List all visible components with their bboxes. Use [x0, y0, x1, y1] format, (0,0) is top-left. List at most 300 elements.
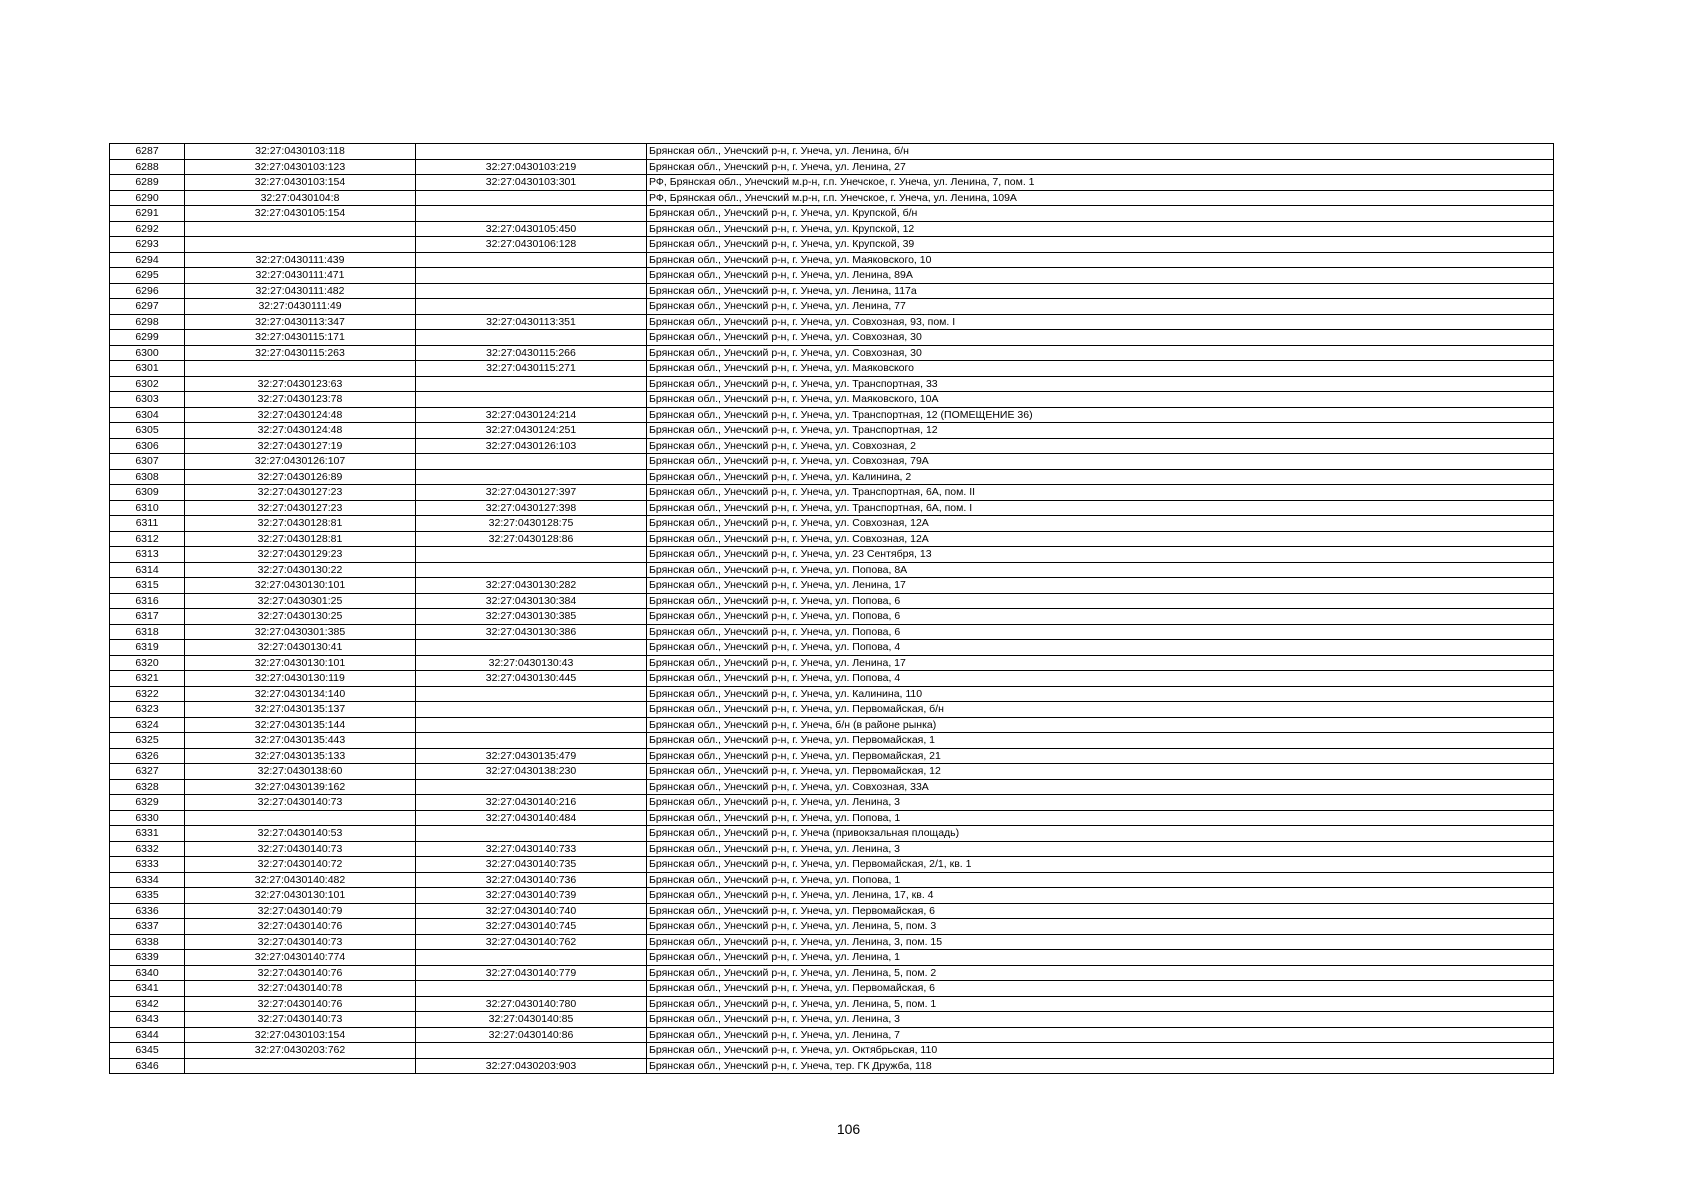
row-number-cell: 6324 — [110, 717, 185, 733]
address-cell: Брянская обл., Унечский р-н, г. Унеча, ул. Ленина, 3 — [647, 1012, 1554, 1028]
related-cadastral-number-cell — [416, 330, 647, 346]
table-row — [110, 407, 1554, 423]
table-row — [110, 686, 1554, 702]
row-number-cell: 6297 — [110, 299, 185, 315]
related-cadastral-number-cell — [416, 252, 647, 268]
table-row — [110, 655, 1554, 671]
row-number-cell: 6294 — [110, 252, 185, 268]
related-cadastral-number-cell: 32:27:0430103:219 — [416, 159, 647, 175]
cadastral-number-cell: 32:27:0430113:347 — [185, 314, 416, 330]
row-number-cell: 6315 — [110, 578, 185, 594]
table-row — [110, 237, 1554, 253]
table-row — [110, 252, 1554, 268]
cadastral-number-cell: 32:27:0430123:63 — [185, 376, 416, 392]
table-row — [110, 345, 1554, 361]
related-cadastral-number-cell: 32:27:0430130:445 — [416, 671, 647, 687]
address-cell: Брянская обл., Унечский р-н, г. Унеча, ул. Ленина, б/н — [647, 144, 1554, 160]
related-cadastral-number-cell: 32:27:0430105:450 — [416, 221, 647, 237]
cadastral-number-cell: 32:27:0430134:140 — [185, 686, 416, 702]
cadastral-number-cell: 32:27:0430115:263 — [185, 345, 416, 361]
related-cadastral-number-cell: 32:27:0430140:484 — [416, 810, 647, 826]
related-cadastral-number-cell: 32:27:0430124:251 — [416, 423, 647, 439]
row-number-cell: 6323 — [110, 702, 185, 718]
address-cell: Брянская обл., Унечский р-н, г. Унеча, ул. Крупской, 39 — [647, 237, 1554, 253]
address-cell: Брянская обл., Унечский р-н, г. Унеча, ул. Маяковского, 10 — [647, 252, 1554, 268]
address-cell: Брянская обл., Унечский р-н, г. Унеча, ул. Первомайская, 2/1, кв. 1 — [647, 857, 1554, 873]
row-number-cell: 6293 — [110, 237, 185, 253]
related-cadastral-number-cell: 32:27:0430140:85 — [416, 1012, 647, 1028]
table-row — [110, 392, 1554, 408]
address-cell: Брянская обл., Унечский р-н, г. Унеча, ул. Ленина, 17 — [647, 655, 1554, 671]
address-cell: Брянская обл., Унечский р-н, г. Унеча, ул. Попова, 6 — [647, 593, 1554, 609]
table-row — [110, 888, 1554, 904]
table-row — [110, 671, 1554, 687]
row-number-cell: 6330 — [110, 810, 185, 826]
cadastral-number-cell: 32:27:0430140:78 — [185, 981, 416, 997]
address-cell: Брянская обл., Унечский р-н, г. Унеча, ул. Транспортная, 12 (ПОМЕЩЕНИЕ 36) — [647, 407, 1554, 423]
row-number-cell: 6304 — [110, 407, 185, 423]
cadastral-number-cell: 32:27:0430135:144 — [185, 717, 416, 733]
table-row — [110, 903, 1554, 919]
related-cadastral-number-cell — [416, 686, 647, 702]
related-cadastral-number-cell: 32:27:0430106:128 — [416, 237, 647, 253]
related-cadastral-number-cell — [416, 190, 647, 206]
related-cadastral-number-cell: 32:27:0430115:271 — [416, 361, 647, 377]
address-cell: Брянская обл., Унечский р-н, г. Унеча, ул. Совхозная, 33А — [647, 779, 1554, 795]
table-row — [110, 376, 1554, 392]
table-row — [110, 469, 1554, 485]
related-cadastral-number-cell — [416, 454, 647, 470]
cadastral-number-cell: 32:27:0430115:171 — [185, 330, 416, 346]
cadastral-number-cell: 32:27:0430123:78 — [185, 392, 416, 408]
cadastral-number-cell: 32:27:0430128:81 — [185, 531, 416, 547]
row-number-cell: 6328 — [110, 779, 185, 795]
related-cadastral-number-cell — [416, 950, 647, 966]
address-cell: Брянская обл., Унечский р-н, г. Унеча, ул. Транспортная, 33 — [647, 376, 1554, 392]
address-cell: Брянская обл., Унечский р-н, г. Унеча, ул. Попова, 8А — [647, 562, 1554, 578]
cadastral-number-cell: 32:27:0430111:482 — [185, 283, 416, 299]
row-number-cell: 6318 — [110, 624, 185, 640]
table-row — [110, 175, 1554, 191]
related-cadastral-number-cell — [416, 733, 647, 749]
cadastral-number-cell: 32:27:0430140:73 — [185, 795, 416, 811]
cadastral-number-cell: 32:27:0430203:762 — [185, 1043, 416, 1059]
row-number-cell: 6308 — [110, 469, 185, 485]
row-number-cell: 6321 — [110, 671, 185, 687]
table-row — [110, 717, 1554, 733]
related-cadastral-number-cell — [416, 547, 647, 563]
cadastral-number-cell: 32:27:0430135:137 — [185, 702, 416, 718]
row-number-cell: 6299 — [110, 330, 185, 346]
table-row — [110, 423, 1554, 439]
cadastral-number-cell: 32:27:0430138:60 — [185, 764, 416, 780]
address-cell: Брянская обл., Унечский р-н, г. Унеча, ул. Совхозная, 30 — [647, 345, 1554, 361]
address-cell: Брянская обл., Унечский р-н, г. Унеча, ул. Ленина, 1 — [647, 950, 1554, 966]
cadastral-number-cell: 32:27:0430135:443 — [185, 733, 416, 749]
address-cell: Брянская обл., Унечский р-н, г. Унеча, ул. Калинина, 110 — [647, 686, 1554, 702]
row-number-cell: 6345 — [110, 1043, 185, 1059]
table-row — [110, 872, 1554, 888]
related-cadastral-number-cell: 32:27:0430135:479 — [416, 748, 647, 764]
cadastral-number-cell: 32:27:0430127:19 — [185, 438, 416, 454]
row-number-cell: 6320 — [110, 655, 185, 671]
related-cadastral-number-cell: 32:27:0430140:733 — [416, 841, 647, 857]
cadastral-number-cell: 32:27:0430104:8 — [185, 190, 416, 206]
related-cadastral-number-cell: 32:27:0430140:86 — [416, 1027, 647, 1043]
address-cell: Брянская обл., Унечский р-н, г. Унеча, ул. Ленина, 89А — [647, 268, 1554, 284]
address-cell: Брянская обл., Унечский р-н, г. Унеча (привокзальная площадь) — [647, 826, 1554, 842]
row-number-cell: 6326 — [110, 748, 185, 764]
row-number-cell: 6312 — [110, 531, 185, 547]
related-cadastral-number-cell: 32:27:0430103:301 — [416, 175, 647, 191]
row-number-cell: 6329 — [110, 795, 185, 811]
table-row — [110, 314, 1554, 330]
related-cadastral-number-cell — [416, 717, 647, 733]
row-number-cell: 6298 — [110, 314, 185, 330]
table-row — [110, 547, 1554, 563]
address-cell: Брянская обл., Унечский р-н, г. Унеча, ул. Ленина, 3 — [647, 795, 1554, 811]
cadastral-number-cell: 32:27:0430130:119 — [185, 671, 416, 687]
table-row — [110, 500, 1554, 516]
cadastral-number-cell: 32:27:0430111:439 — [185, 252, 416, 268]
table-row — [110, 562, 1554, 578]
address-cell: Брянская обл., Унечский р-н, г. Унеча, ул. Попова, 4 — [647, 671, 1554, 687]
address-cell: Брянская обл., Унечский р-н, г. Унеча, ул. Ленина, 27 — [647, 159, 1554, 175]
cadastral-number-cell — [185, 1058, 416, 1074]
address-cell: Брянская обл., Унечский р-н, г. Унеча, ул. Калинина, 2 — [647, 469, 1554, 485]
address-cell: Брянская обл., Унечский р-н, г. Унеча, тер. ГК Дружба, 118 — [647, 1058, 1554, 1074]
cadastral-number-cell: 32:27:0430103:154 — [185, 175, 416, 191]
row-number-cell: 6337 — [110, 919, 185, 935]
cadastral-number-cell: 32:27:0430127:23 — [185, 500, 416, 516]
related-cadastral-number-cell — [416, 469, 647, 485]
cadastral-number-cell — [185, 237, 416, 253]
related-cadastral-number-cell — [416, 376, 647, 392]
table-row — [110, 609, 1554, 625]
row-number-cell: 6339 — [110, 950, 185, 966]
related-cadastral-number-cell — [416, 826, 647, 842]
cadastral-number-cell: 32:27:0430139:162 — [185, 779, 416, 795]
row-number-cell: 6334 — [110, 872, 185, 888]
related-cadastral-number-cell: 32:27:0430130:385 — [416, 609, 647, 625]
row-number-cell: 6301 — [110, 361, 185, 377]
cadastral-number-cell: 32:27:0430103:123 — [185, 159, 416, 175]
related-cadastral-number-cell: 32:27:0430128:86 — [416, 531, 647, 547]
cadastral-number-cell: 32:27:0430130:22 — [185, 562, 416, 578]
table-row — [110, 330, 1554, 346]
row-number-cell: 6292 — [110, 221, 185, 237]
row-number-cell: 6313 — [110, 547, 185, 563]
cadastral-number-cell: 32:27:0430111:49 — [185, 299, 416, 315]
row-number-cell: 6295 — [110, 268, 185, 284]
address-cell: Брянская обл., Унечский р-н, г. Унеча, ул. Ленина, 5, пом. 3 — [647, 919, 1554, 935]
row-number-cell: 6303 — [110, 392, 185, 408]
cadastral-number-cell — [185, 361, 416, 377]
row-number-cell: 6316 — [110, 593, 185, 609]
row-number-cell: 6338 — [110, 934, 185, 950]
table-row — [110, 593, 1554, 609]
table-row — [110, 438, 1554, 454]
address-cell: Брянская обл., Унечский р-н, г. Унеча, ул. Попова, 6 — [647, 624, 1554, 640]
address-cell: Брянская обл., Унечский р-н, г. Унеча, ул. Транспортная, 6А, пом. II — [647, 485, 1554, 501]
address-cell: Брянская обл., Унечский р-н, г. Унеча, ул. Ленина, 3, пом. 15 — [647, 934, 1554, 950]
table-row — [110, 779, 1554, 795]
related-cadastral-number-cell: 32:27:0430140:740 — [416, 903, 647, 919]
table-row — [110, 857, 1554, 873]
table-row — [110, 299, 1554, 315]
related-cadastral-number-cell: 32:27:0430140:216 — [416, 795, 647, 811]
related-cadastral-number-cell — [416, 779, 647, 795]
cadastral-number-cell: 32:27:0430128:81 — [185, 516, 416, 532]
address-cell: Брянская обл., Унечский р-н, г. Унеча, ул. Первомайская, 12 — [647, 764, 1554, 780]
related-cadastral-number-cell: 32:27:0430115:266 — [416, 345, 647, 361]
table-row — [110, 206, 1554, 222]
cadastral-number-cell: 32:27:0430140:482 — [185, 872, 416, 888]
cadastral-number-cell — [185, 810, 416, 826]
related-cadastral-number-cell: 32:27:0430140:739 — [416, 888, 647, 904]
related-cadastral-number-cell: 32:27:0430130:43 — [416, 655, 647, 671]
table-body — [110, 144, 1554, 1074]
related-cadastral-number-cell — [416, 392, 647, 408]
row-number-cell: 6335 — [110, 888, 185, 904]
table-row — [110, 826, 1554, 842]
row-number-cell: 6311 — [110, 516, 185, 532]
related-cadastral-number-cell: 32:27:0430128:75 — [416, 516, 647, 532]
row-number-cell: 6343 — [110, 1012, 185, 1028]
table-row — [110, 361, 1554, 377]
address-cell: Брянская обл., Унечский р-н, г. Унеча, ул. Крупской, б/н — [647, 206, 1554, 222]
cadastral-number-cell: 32:27:0430127:23 — [185, 485, 416, 501]
related-cadastral-number-cell: 32:27:0430130:384 — [416, 593, 647, 609]
page-number: 106 — [836, 1121, 861, 1137]
cadastral-number-cell: 32:27:0430103:118 — [185, 144, 416, 160]
address-cell: Брянская обл., Унечский р-н, г. Унеча, ул. Совхозная, 30 — [647, 330, 1554, 346]
row-number-cell: 6310 — [110, 500, 185, 516]
cadastral-number-cell: 32:27:0430130:101 — [185, 578, 416, 594]
address-cell: Брянская обл., Унечский р-н, г. Унеча, б/н (в районе рынка) — [647, 717, 1554, 733]
row-number-cell: 6332 — [110, 841, 185, 857]
address-cell: Брянская обл., Унечский р-н, г. Унеча, ул. Совхозная, 79А — [647, 454, 1554, 470]
row-number-cell: 6346 — [110, 1058, 185, 1074]
address-cell: Брянская обл., Унечский р-н, г. Унеча, ул. Ленина, 5, пом. 2 — [647, 965, 1554, 981]
row-number-cell: 6344 — [110, 1027, 185, 1043]
address-cell: Брянская обл., Унечский р-н, г. Унеча, ул. Октябрьская, 110 — [647, 1043, 1554, 1059]
address-cell: Брянская обл., Унечский р-н, г. Унеча, ул. Ленина, 7 — [647, 1027, 1554, 1043]
row-number-cell: 6289 — [110, 175, 185, 191]
table-row — [110, 996, 1554, 1012]
related-cadastral-number-cell — [416, 268, 647, 284]
related-cadastral-number-cell: 32:27:0430140:736 — [416, 872, 647, 888]
address-cell: Брянская обл., Унечский р-н, г. Унеча, ул. Первомайская, 21 — [647, 748, 1554, 764]
address-cell: Брянская обл., Унечский р-н, г. Унеча, ул. Попова, 1 — [647, 872, 1554, 888]
table-row — [110, 764, 1554, 780]
row-number-cell: 6290 — [110, 190, 185, 206]
cadastral-number-cell — [185, 221, 416, 237]
related-cadastral-number-cell: 32:27:0430127:397 — [416, 485, 647, 501]
table-row — [110, 981, 1554, 997]
table-row — [110, 1043, 1554, 1059]
table-row — [110, 795, 1554, 811]
cadastral-number-cell: 32:27:0430140:79 — [185, 903, 416, 919]
related-cadastral-number-cell: 32:27:0430113:351 — [416, 314, 647, 330]
address-cell: Брянская обл., Унечский р-н, г. Унеча, ул. Первомайская, 6 — [647, 981, 1554, 997]
related-cadastral-number-cell — [416, 283, 647, 299]
table-row — [110, 1058, 1554, 1074]
address-cell: Брянская обл., Унечский р-н, г. Унеча, ул. Ленина, 17 — [647, 578, 1554, 594]
row-number-cell: 6342 — [110, 996, 185, 1012]
related-cadastral-number-cell: 32:27:0430140:735 — [416, 857, 647, 873]
address-cell: Брянская обл., Унечский р-н, г. Унеча, ул. Первомайская, б/н — [647, 702, 1554, 718]
cadastral-number-cell: 32:27:0430126:89 — [185, 469, 416, 485]
related-cadastral-number-cell — [416, 702, 647, 718]
row-number-cell: 6309 — [110, 485, 185, 501]
related-cadastral-number-cell: 32:27:0430140:780 — [416, 996, 647, 1012]
cadastral-table — [109, 143, 1554, 1074]
related-cadastral-number-cell: 32:27:0430140:745 — [416, 919, 647, 935]
cadastral-number-cell: 32:27:0430140:73 — [185, 841, 416, 857]
cadastral-number-cell: 32:27:0430124:48 — [185, 407, 416, 423]
address-cell: Брянская обл., Унечский р-н, г. Унеча, ул. Совхозная, 12А — [647, 516, 1554, 532]
cadastral-number-cell: 32:27:0430126:107 — [185, 454, 416, 470]
row-number-cell: 6300 — [110, 345, 185, 361]
cadastral-number-cell: 32:27:0430301:25 — [185, 593, 416, 609]
row-number-cell: 6341 — [110, 981, 185, 997]
related-cadastral-number-cell — [416, 640, 647, 656]
cadastral-number-cell: 32:27:0430140:76 — [185, 965, 416, 981]
cadastral-number-cell: 32:27:0430105:154 — [185, 206, 416, 222]
table-row — [110, 733, 1554, 749]
row-number-cell: 6296 — [110, 283, 185, 299]
address-cell: Брянская обл., Унечский р-н, г. Унеча, ул. Совхозная, 93, пом. I — [647, 314, 1554, 330]
address-cell: Брянская обл., Унечский р-н, г. Унеча, ул. Совхозная, 12А — [647, 531, 1554, 547]
related-cadastral-number-cell: 32:27:0430140:779 — [416, 965, 647, 981]
cadastral-number-cell: 32:27:0430130:25 — [185, 609, 416, 625]
related-cadastral-number-cell — [416, 562, 647, 578]
related-cadastral-number-cell: 32:27:0430130:386 — [416, 624, 647, 640]
row-number-cell: 6288 — [110, 159, 185, 175]
row-number-cell: 6331 — [110, 826, 185, 842]
row-number-cell: 6305 — [110, 423, 185, 439]
cadastral-number-cell: 32:27:0430140:76 — [185, 919, 416, 935]
address-cell: Брянская обл., Унечский р-н, г. Унеча, ул. Попова, 6 — [647, 609, 1554, 625]
table-row — [110, 1012, 1554, 1028]
address-cell: Брянская обл., Унечский р-н, г. Унеча, ул. Маяковского, 10А — [647, 392, 1554, 408]
row-number-cell: 6325 — [110, 733, 185, 749]
cadastral-number-cell: 32:27:0430140:53 — [185, 826, 416, 842]
cadastral-number-cell: 32:27:0430301:385 — [185, 624, 416, 640]
cadastral-number-cell: 32:27:0430140:73 — [185, 1012, 416, 1028]
row-number-cell: 6333 — [110, 857, 185, 873]
table-row — [110, 268, 1554, 284]
row-number-cell: 6307 — [110, 454, 185, 470]
table-row — [110, 221, 1554, 237]
table-row — [110, 144, 1554, 160]
address-cell: Брянская обл., Унечский р-н, г. Унеча, ул. Маяковского — [647, 361, 1554, 377]
address-cell: Брянская обл., Унечский р-н, г. Унеча, ул. Транспортная, 12 — [647, 423, 1554, 439]
address-cell: Брянская обл., Унечский р-н, г. Унеча, ул. Первомайская, 6 — [647, 903, 1554, 919]
address-cell: Брянская обл., Унечский р-н, г. Унеча, ул. Ленина, 3 — [647, 841, 1554, 857]
cadastral-number-cell: 32:27:0430130:101 — [185, 655, 416, 671]
table-row — [110, 454, 1554, 470]
cadastral-number-cell: 32:27:0430124:48 — [185, 423, 416, 439]
row-number-cell: 6314 — [110, 562, 185, 578]
cadastral-number-cell: 32:27:0430140:73 — [185, 934, 416, 950]
address-cell: Брянская обл., Унечский р-н, г. Унеча, ул. Ленина, 17, кв. 4 — [647, 888, 1554, 904]
address-cell: Брянская обл., Унечский р-н, г. Унеча, ул. Попова, 1 — [647, 810, 1554, 826]
related-cadastral-number-cell: 32:27:0430203:903 — [416, 1058, 647, 1074]
related-cadastral-number-cell: 32:27:0430127:398 — [416, 500, 647, 516]
cadastral-number-cell: 32:27:0430111:471 — [185, 268, 416, 284]
address-cell: Брянская обл., Унечский р-н, г. Унеча, ул. Попова, 4 — [647, 640, 1554, 656]
address-cell: Брянская обл., Унечский р-н, г. Унеча, ул. Совхозная, 2 — [647, 438, 1554, 454]
table-row — [110, 485, 1554, 501]
table-row — [110, 578, 1554, 594]
row-number-cell: 6287 — [110, 144, 185, 160]
row-number-cell: 6340 — [110, 965, 185, 981]
row-number-cell: 6319 — [110, 640, 185, 656]
row-number-cell: 6327 — [110, 764, 185, 780]
related-cadastral-number-cell: 32:27:0430140:762 — [416, 934, 647, 950]
cadastral-number-cell: 32:27:0430129:23 — [185, 547, 416, 563]
cadastral-number-cell: 32:27:0430140:76 — [185, 996, 416, 1012]
table-row — [110, 702, 1554, 718]
cadastral-number-cell: 32:27:0430135:133 — [185, 748, 416, 764]
address-cell: Брянская обл., Унечский р-н, г. Унеча, ул. Транспортная, 6А, пом. I — [647, 500, 1554, 516]
address-cell: Брянская обл., Унечский р-н, г. Унеча, ул. Ленина, 77 — [647, 299, 1554, 315]
row-number-cell: 6306 — [110, 438, 185, 454]
related-cadastral-number-cell — [416, 206, 647, 222]
address-cell: РФ, Брянская обл., Унечский м.р-н, г.п. Унечское, г. Унеча, ул. Ленина, 109А — [647, 190, 1554, 206]
table-row — [110, 624, 1554, 640]
row-number-cell: 6291 — [110, 206, 185, 222]
related-cadastral-number-cell: 32:27:0430138:230 — [416, 764, 647, 780]
table-row — [110, 965, 1554, 981]
address-cell: Брянская обл., Унечский р-н, г. Унеча, ул. Первомайская, 1 — [647, 733, 1554, 749]
address-cell: Брянская обл., Унечский р-н, г. Унеча, ул. 23 Сентября, 13 — [647, 547, 1554, 563]
table-row — [110, 810, 1554, 826]
cadastral-number-cell: 32:27:0430140:774 — [185, 950, 416, 966]
related-cadastral-number-cell — [416, 299, 647, 315]
address-cell: Брянская обл., Унечский р-н, г. Унеча, ул. Крупской, 12 — [647, 221, 1554, 237]
row-number-cell: 6317 — [110, 609, 185, 625]
table-row — [110, 640, 1554, 656]
row-number-cell: 6322 — [110, 686, 185, 702]
table-row — [110, 283, 1554, 299]
row-number-cell: 6302 — [110, 376, 185, 392]
table-row — [110, 516, 1554, 532]
address-cell: Брянская обл., Унечский р-н, г. Унеча, ул. Ленина, 117а — [647, 283, 1554, 299]
table-row — [110, 919, 1554, 935]
table-row — [110, 190, 1554, 206]
table-row — [110, 950, 1554, 966]
cadastral-number-cell: 32:27:0430140:72 — [185, 857, 416, 873]
table-row — [110, 159, 1554, 175]
related-cadastral-number-cell: 32:27:0430126:103 — [416, 438, 647, 454]
related-cadastral-number-cell — [416, 144, 647, 160]
related-cadastral-number-cell: 32:27:0430124:214 — [416, 407, 647, 423]
related-cadastral-number-cell — [416, 981, 647, 997]
address-cell: Брянская обл., Унечский р-н, г. Унеча, ул. Ленина, 5, пом. 1 — [647, 996, 1554, 1012]
row-number-cell: 6336 — [110, 903, 185, 919]
address-cell: РФ, Брянская обл., Унечский м.р-н, г.п. Унечское, г. Унеча, ул. Ленина, 7, пом. 1 — [647, 175, 1554, 191]
cadastral-number-cell: 32:27:0430130:101 — [185, 888, 416, 904]
table-row — [110, 531, 1554, 547]
table-row — [110, 934, 1554, 950]
table-row — [110, 1027, 1554, 1043]
table-row — [110, 748, 1554, 764]
table-row — [110, 841, 1554, 857]
related-cadastral-number-cell: 32:27:0430130:282 — [416, 578, 647, 594]
